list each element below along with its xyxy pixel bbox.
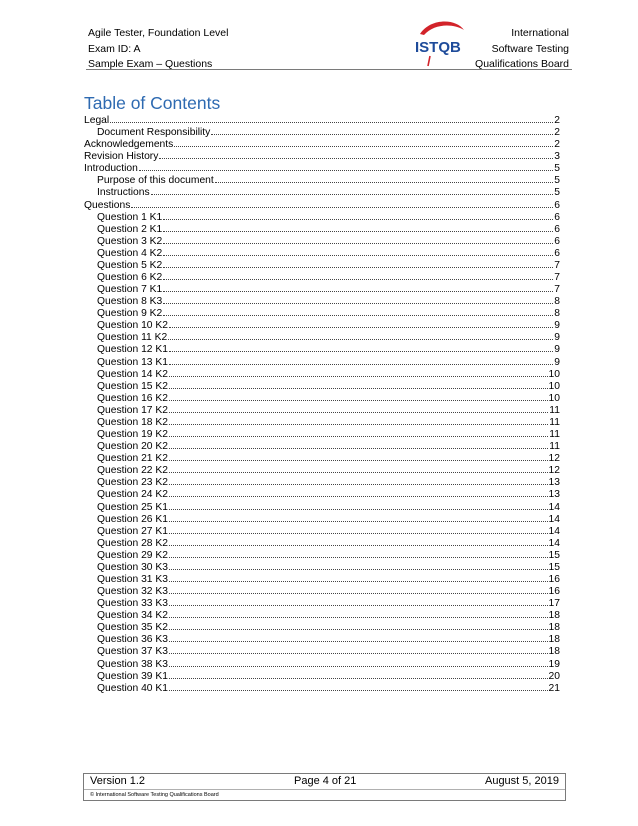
logo-text: ISTQB bbox=[415, 39, 461, 56]
toc-entry-page: 9 bbox=[554, 320, 560, 332]
toc-entry-label: Question 28 K2 bbox=[97, 537, 168, 549]
toc-dot-leader bbox=[169, 633, 548, 642]
istqb-logo-icon bbox=[412, 20, 468, 70]
toc-dot-leader bbox=[169, 416, 548, 425]
toc-entry-page: 8 bbox=[554, 308, 560, 320]
toc-dot-leader bbox=[169, 682, 548, 691]
toc-dot-leader bbox=[169, 380, 548, 389]
toc-entry-page: 5 bbox=[554, 175, 560, 187]
header-divider bbox=[86, 69, 572, 70]
page-footer bbox=[83, 773, 566, 801]
toc-dot-leader bbox=[169, 670, 548, 679]
toc-dot-leader bbox=[169, 525, 548, 534]
toc-entry[interactable] bbox=[84, 597, 560, 609]
toc-dot-leader bbox=[169, 319, 553, 328]
toc-entry-label: Purpose of this document bbox=[97, 175, 214, 187]
toc-entry[interactable] bbox=[84, 199, 560, 211]
toc-entry[interactable] bbox=[84, 476, 560, 488]
toc-entry-label: Question 29 K2 bbox=[97, 549, 168, 561]
toc-dot-leader bbox=[163, 295, 553, 304]
toc-entry-label: Question 9 K2 bbox=[97, 308, 163, 320]
toc-entry-page: 3 bbox=[554, 151, 560, 163]
toc-entry[interactable] bbox=[84, 404, 560, 416]
toc-entry-label: Question 16 K2 bbox=[97, 392, 168, 404]
toc-entry-page: 14 bbox=[548, 513, 560, 525]
toc-dot-leader bbox=[139, 162, 553, 171]
toc-entry-label: Question 7 K1 bbox=[97, 284, 163, 296]
toc-dot-leader bbox=[159, 150, 553, 159]
toc-entry-page: 15 bbox=[548, 561, 560, 573]
toc-entry-label: Question 26 K1 bbox=[97, 513, 168, 525]
toc-dot-leader bbox=[169, 464, 548, 473]
toc-entry-label: Question 17 K2 bbox=[97, 404, 168, 416]
header-org-line2: Software Testing bbox=[491, 42, 569, 55]
toc-entry-page: 6 bbox=[554, 235, 560, 247]
toc-dot-leader bbox=[163, 271, 553, 280]
toc-entry-page: 5 bbox=[554, 163, 560, 175]
toc-entry[interactable] bbox=[84, 573, 560, 585]
toc-entry[interactable] bbox=[84, 174, 560, 186]
toc-entry-page: 12 bbox=[548, 453, 560, 465]
toc-entry[interactable] bbox=[84, 114, 560, 126]
toc-dot-leader bbox=[169, 392, 548, 401]
toc-entry-label: Instructions bbox=[97, 187, 150, 199]
toc-entry-label: Question 5 K2 bbox=[97, 259, 163, 271]
toc-dot-leader bbox=[169, 609, 548, 618]
toc-dot-leader bbox=[169, 404, 548, 413]
toc-entry[interactable] bbox=[84, 416, 560, 428]
toc-entry[interactable] bbox=[84, 138, 560, 150]
toc-entry-page: 16 bbox=[548, 573, 560, 585]
toc-dot-leader bbox=[163, 307, 553, 316]
toc-dot-leader bbox=[169, 658, 548, 667]
toc-entry-page: 10 bbox=[548, 380, 560, 392]
toc-entry-label: Question 10 K2 bbox=[97, 320, 168, 332]
toc-entry[interactable] bbox=[84, 633, 560, 645]
toc-entry-label: Question 38 K3 bbox=[97, 658, 168, 670]
header-exam-id: Exam ID: A bbox=[88, 42, 141, 55]
toc-dot-leader bbox=[131, 199, 553, 208]
toc-dot-leader bbox=[169, 585, 548, 594]
toc-dot-leader bbox=[169, 488, 548, 497]
toc-entry[interactable] bbox=[84, 549, 560, 561]
toc-dot-leader bbox=[151, 186, 554, 195]
toc-dot-leader bbox=[163, 223, 553, 232]
toc-entry-label: Question 21 K2 bbox=[97, 453, 168, 465]
toc-entry-page: 9 bbox=[554, 344, 560, 356]
toc-entry-label: Question 31 K3 bbox=[97, 573, 168, 585]
toc-entry[interactable] bbox=[84, 682, 560, 694]
toc-entry-label: Revision History bbox=[84, 151, 159, 163]
header-left bbox=[88, 26, 228, 73]
toc-dot-leader bbox=[169, 561, 548, 570]
toc-entry[interactable] bbox=[84, 259, 560, 271]
istqb-logo bbox=[412, 20, 468, 70]
toc-entry-page: 14 bbox=[548, 525, 560, 537]
toc-entry-label: Question 36 K3 bbox=[97, 634, 168, 646]
toc-entry-page: 16 bbox=[548, 586, 560, 598]
toc-entry-page: 7 bbox=[554, 284, 560, 296]
toc-entry-label: Question 22 K2 bbox=[97, 465, 168, 477]
toc-entry[interactable] bbox=[84, 561, 560, 573]
table-of-contents bbox=[84, 114, 560, 694]
toc-entry-page: 12 bbox=[548, 465, 560, 477]
toc-entry-page: 5 bbox=[554, 187, 560, 199]
toc-entry-page: 15 bbox=[548, 549, 560, 561]
toc-dot-leader bbox=[168, 331, 553, 340]
toc-entry-label: Question 34 K2 bbox=[97, 610, 168, 622]
toc-entry-label: Legal bbox=[84, 115, 110, 126]
toc-entry[interactable] bbox=[84, 150, 560, 162]
toc-entry-page: 11 bbox=[549, 416, 560, 428]
header-course-title: Agile Tester, Foundation Level bbox=[88, 27, 229, 39]
toc-entry-page: 7 bbox=[554, 272, 560, 284]
toc-entry-page: 6 bbox=[554, 199, 560, 211]
toc-entry[interactable] bbox=[84, 283, 560, 295]
toc-entry-label: Question 8 K3 bbox=[97, 296, 163, 308]
toc-entry-label: Question 18 K2 bbox=[97, 416, 168, 428]
toc-dot-leader bbox=[163, 235, 553, 244]
toc-entry[interactable] bbox=[84, 670, 560, 682]
toc-entry[interactable] bbox=[84, 392, 560, 404]
toc-entry-label: Question 13 K1 bbox=[97, 356, 168, 368]
footer-date: August 5, 2019 bbox=[484, 775, 559, 787]
footer-version: Version 1.2 bbox=[90, 775, 146, 787]
toc-entry[interactable] bbox=[84, 343, 560, 355]
footer-divider bbox=[84, 789, 565, 790]
toc-entry[interactable] bbox=[84, 488, 560, 500]
toc-entry[interactable] bbox=[84, 585, 560, 597]
toc-entry-label: Question 2 K1 bbox=[97, 223, 163, 235]
toc-dot-leader bbox=[169, 428, 548, 437]
toc-entry-page: 2 bbox=[554, 139, 560, 151]
toc-entry[interactable] bbox=[84, 525, 560, 537]
toc-entry-page: 18 bbox=[548, 610, 560, 622]
toc-entry-label: Question 4 K2 bbox=[97, 247, 163, 259]
toc-entry-page: 13 bbox=[548, 489, 560, 501]
toc-entry-label: Question 30 K3 bbox=[97, 561, 168, 573]
toc-dot-leader bbox=[169, 621, 548, 630]
toc-dot-leader bbox=[169, 343, 553, 352]
toc-entry-label: Question 14 K2 bbox=[97, 368, 168, 380]
toc-entry[interactable] bbox=[84, 271, 560, 283]
toc-entry[interactable] bbox=[84, 368, 560, 380]
toc-entry-label: Document Responsibility bbox=[97, 127, 211, 139]
toc-entry-label: Question 33 K3 bbox=[97, 598, 168, 610]
toc-entry-label: Question 12 K1 bbox=[97, 344, 168, 356]
toc-entry-page: 18 bbox=[548, 634, 560, 646]
toc-entry-label: Question 27 K1 bbox=[97, 525, 168, 537]
toc-entry-page: 21 bbox=[548, 682, 560, 694]
toc-entry-page: 11 bbox=[549, 441, 560, 453]
toc-dot-leader bbox=[163, 259, 553, 268]
toc-entry[interactable] bbox=[84, 645, 560, 657]
toc-entry-page: 20 bbox=[548, 670, 560, 682]
toc-entry-page: 11 bbox=[549, 404, 560, 416]
toc-entry-page: 7 bbox=[554, 259, 560, 271]
toc-entry-label: Question 37 K3 bbox=[97, 646, 168, 658]
toc-dot-leader bbox=[163, 283, 553, 292]
toc-entry-label: Introduction bbox=[84, 163, 138, 175]
toc-dot-leader bbox=[174, 138, 553, 147]
toc-entry-label: Question 20 K2 bbox=[97, 441, 168, 453]
toc-entry-label: Question 25 K1 bbox=[97, 501, 168, 513]
toc-entry-label: Question 15 K2 bbox=[97, 380, 168, 392]
toc-entry-page: 10 bbox=[548, 392, 560, 404]
toc-entry-label: Question 35 K2 bbox=[97, 622, 168, 634]
footer-page-number: Page 4 of 21 bbox=[294, 775, 357, 787]
toc-entry[interactable] bbox=[84, 537, 560, 549]
toc-dot-leader bbox=[169, 597, 548, 606]
toc-entry[interactable] bbox=[84, 513, 560, 525]
toc-entry-page: 9 bbox=[554, 332, 560, 344]
toc-entry[interactable] bbox=[84, 126, 560, 138]
toc-entry[interactable] bbox=[84, 621, 560, 633]
toc-dot-leader bbox=[215, 174, 554, 183]
toc-entry[interactable] bbox=[84, 428, 560, 440]
header-org-line3: Qualifications Board bbox=[475, 58, 569, 70]
toc-dot-leader bbox=[169, 476, 548, 485]
toc-dot-leader bbox=[163, 247, 553, 256]
toc-entry-page: 18 bbox=[548, 622, 560, 634]
toc-entry-page: 18 bbox=[548, 646, 560, 658]
toc-entry[interactable] bbox=[84, 452, 560, 464]
toc-entry[interactable] bbox=[84, 235, 560, 247]
toc-entry[interactable] bbox=[84, 307, 560, 319]
toc-entry-page: 19 bbox=[548, 658, 560, 670]
toc-entry-label: Question 19 K2 bbox=[97, 429, 168, 441]
header-org-line1: International bbox=[511, 27, 569, 39]
toc-entry[interactable] bbox=[84, 247, 560, 259]
toc-entry-label: Question 23 K2 bbox=[97, 477, 168, 489]
toc-entry[interactable] bbox=[84, 295, 560, 307]
toc-entry-page: 6 bbox=[554, 247, 560, 259]
toc-entry-page: 14 bbox=[548, 537, 560, 549]
toc-entry-label: Question 39 K1 bbox=[97, 670, 168, 682]
header-right bbox=[475, 26, 569, 73]
toc-entry-page: 6 bbox=[554, 211, 560, 223]
toc-entry[interactable] bbox=[84, 211, 560, 223]
toc-dot-leader bbox=[169, 513, 548, 522]
toc-dot-leader bbox=[169, 573, 548, 582]
toc-entry[interactable] bbox=[84, 186, 560, 198]
toc-entry-page: 13 bbox=[548, 477, 560, 489]
toc-entry[interactable] bbox=[84, 319, 560, 331]
toc-dot-leader bbox=[211, 126, 553, 135]
toc-dot-leader bbox=[169, 645, 548, 654]
toc-title: Table of Contents bbox=[84, 93, 221, 113]
toc-entry-page: 9 bbox=[554, 356, 560, 368]
toc-dot-leader bbox=[169, 356, 553, 365]
toc-dot-leader bbox=[169, 549, 548, 558]
toc-entry[interactable] bbox=[84, 464, 560, 476]
toc-entry[interactable] bbox=[84, 658, 560, 670]
toc-entry-label: Question 3 K2 bbox=[97, 235, 163, 247]
toc-entry[interactable] bbox=[84, 501, 560, 513]
toc-dot-leader bbox=[169, 452, 548, 461]
toc-dot-leader bbox=[169, 440, 548, 449]
toc-entry-label: Questions bbox=[84, 199, 131, 211]
toc-entry[interactable] bbox=[84, 223, 560, 235]
toc-entry-page: 11 bbox=[549, 429, 560, 441]
toc-entry-label: Question 6 K2 bbox=[97, 272, 163, 284]
header-doc-type: Sample Exam – Questions bbox=[88, 58, 213, 70]
toc-entry[interactable] bbox=[84, 331, 560, 343]
toc-entry-page: 6 bbox=[554, 223, 560, 235]
toc-entry[interactable] bbox=[84, 440, 560, 452]
toc-entry[interactable] bbox=[84, 162, 560, 174]
toc-entry[interactable] bbox=[84, 356, 560, 368]
footer-copyright: © International Software Testing Qualifications Board bbox=[90, 792, 219, 798]
toc-entry[interactable] bbox=[84, 609, 560, 621]
toc-entry-label: Question 32 K3 bbox=[97, 586, 168, 598]
toc-entry-page: 14 bbox=[548, 501, 560, 513]
toc-entry[interactable] bbox=[84, 380, 560, 392]
toc-entry-label: Question 24 K2 bbox=[97, 489, 168, 501]
toc-entry-page: 2 bbox=[554, 115, 560, 126]
toc-entry-page: 2 bbox=[554, 127, 560, 139]
toc-dot-leader bbox=[169, 368, 548, 377]
toc-dot-leader bbox=[163, 211, 553, 220]
toc-dot-leader bbox=[110, 114, 553, 123]
toc-entry-label: Question 40 K1 bbox=[97, 682, 168, 694]
toc-dot-leader bbox=[169, 537, 548, 546]
toc-entry-page: 10 bbox=[548, 368, 560, 380]
toc-dot-leader bbox=[169, 501, 548, 510]
toc-entry-label: Question 1 K1 bbox=[97, 211, 163, 223]
toc-entry-page: 17 bbox=[548, 598, 560, 610]
toc-entry-label: Question 11 K2 bbox=[97, 332, 168, 344]
toc-entry-label: Acknowledgements bbox=[84, 139, 174, 151]
toc-entry-page: 8 bbox=[554, 296, 560, 308]
